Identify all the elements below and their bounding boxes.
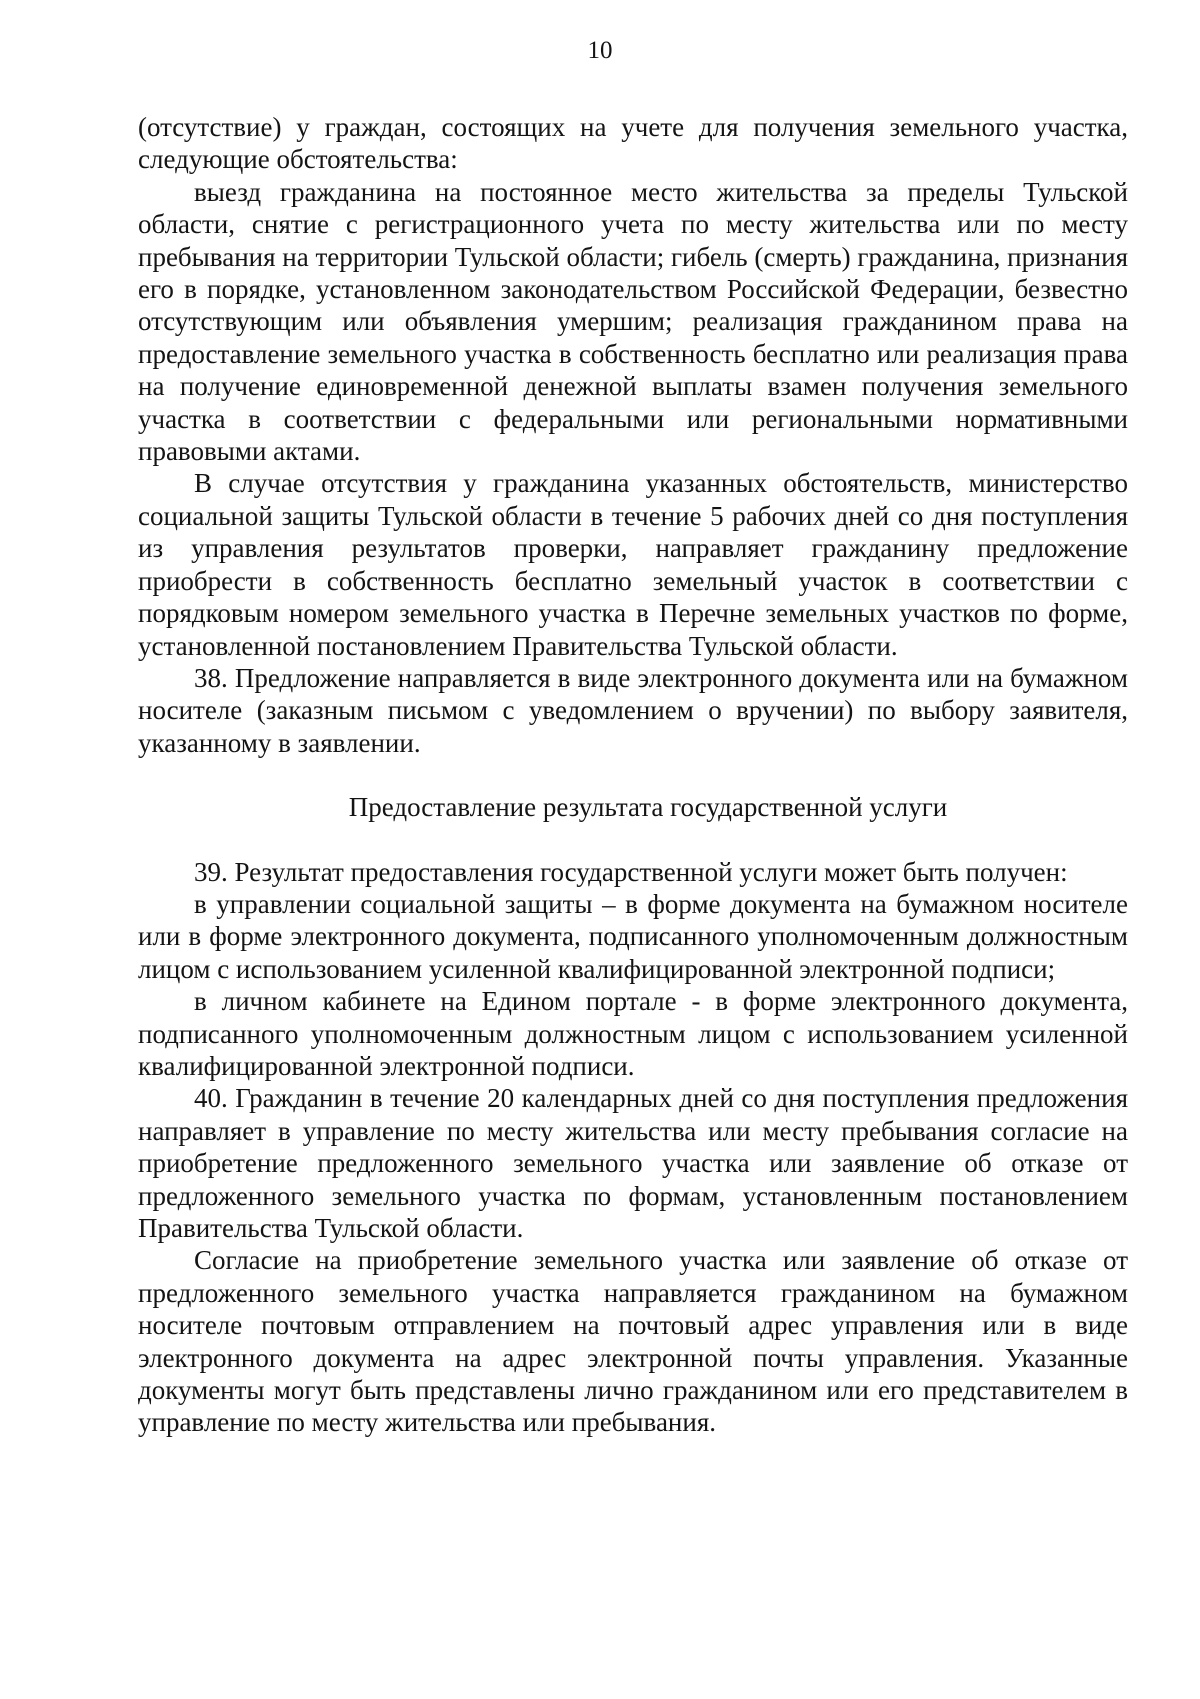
paragraph-absence-case: В случае отсутствия у гражданина указанных обстоятельств, министерство социальной защиты Тульской области в течение 5 рабочих дней со дня поступления из управления результатов проверки, направляет гражданину предложение приобрести в собственность бесплатно земельный участок в соответствии с порядковым номером земельного участка в Перечне земельных участков по форме, установленной постановлением Правительства Тульской области. bbox=[138, 468, 1128, 661]
paragraph-personal-account: в личном кабинете на Едином портале - в форме электронного документа, подписанного уполномоченным должностным лицом с использованием усиленной квалифицированной электронной подписи. bbox=[138, 986, 1128, 1081]
section-heading: Предоставление результата государственной услуги bbox=[348, 792, 948, 823]
paragraph-social-protection-office: в управлении социальной защиты – в форме документа на бумажном носителе или в форме электронного документа, подписанного уполномоченным должностным лицом с использованием усиленной квалифицированной электронной подписи; bbox=[138, 888, 1128, 984]
paragraph-continuation: (отсутствие) у граждан, состоящих на учете для получения земельного участка, следующие обстоятельства: bbox=[138, 112, 1128, 175]
paragraph-circumstances-list: выезд гражданина на постоянное место жительства за пределы Тульской области, снятие с регистрационного учета по месту жительства или по месту пребывания на территории Тульской области; гибель (смерть) гражданина, признания его в порядке, установленном законодательством Российской Федерации, безвестно отсутствующим или объявления умершим; реализация гражданином права на предоставление земельного участка в собственность бесплатно или реализация права на получение единовременной денежной выплаты взамен получения земельного участка в соответствии с федеральными или региональными нормативными правовыми актами. bbox=[138, 176, 1128, 467]
paragraph-item-38: 38. Предложение направляется в виде электронного документа или на бумажном носителе (заказным письмом с уведомлением о вручении) по выбору заявителя, указанному в заявлении. bbox=[138, 662, 1128, 758]
paragraph-item-39: 39. Результат предоставления государственной услуги может быть получен: bbox=[194, 856, 1068, 887]
page-number: 10 bbox=[587, 37, 613, 64]
document-body bbox=[138, 111, 1128, 1439]
paragraph-consent-submission: Согласие на приобретение земельного участка или заявление об отказе от предложенного земельного участка направляется гражданином на бумажном носителе почтовым отправлением на почтовый адрес управления или в виде электронного документа на адрес электронной почты управления. Указанные документы могут быть представлены лично гражданином или его представителем в управление по месту жительства или пребывания. bbox=[138, 1245, 1128, 1438]
paragraph-item-40: 40. Гражданин в течение 20 календарных дней со дня поступления предложения направляет в управление по месту жительства или месту пребывания согласие на приобретение предложенного земельного участка или заявление об отказе от предложенного земельного участка по формам, установленным постановлением Правительства Тульской области. bbox=[138, 1083, 1128, 1243]
